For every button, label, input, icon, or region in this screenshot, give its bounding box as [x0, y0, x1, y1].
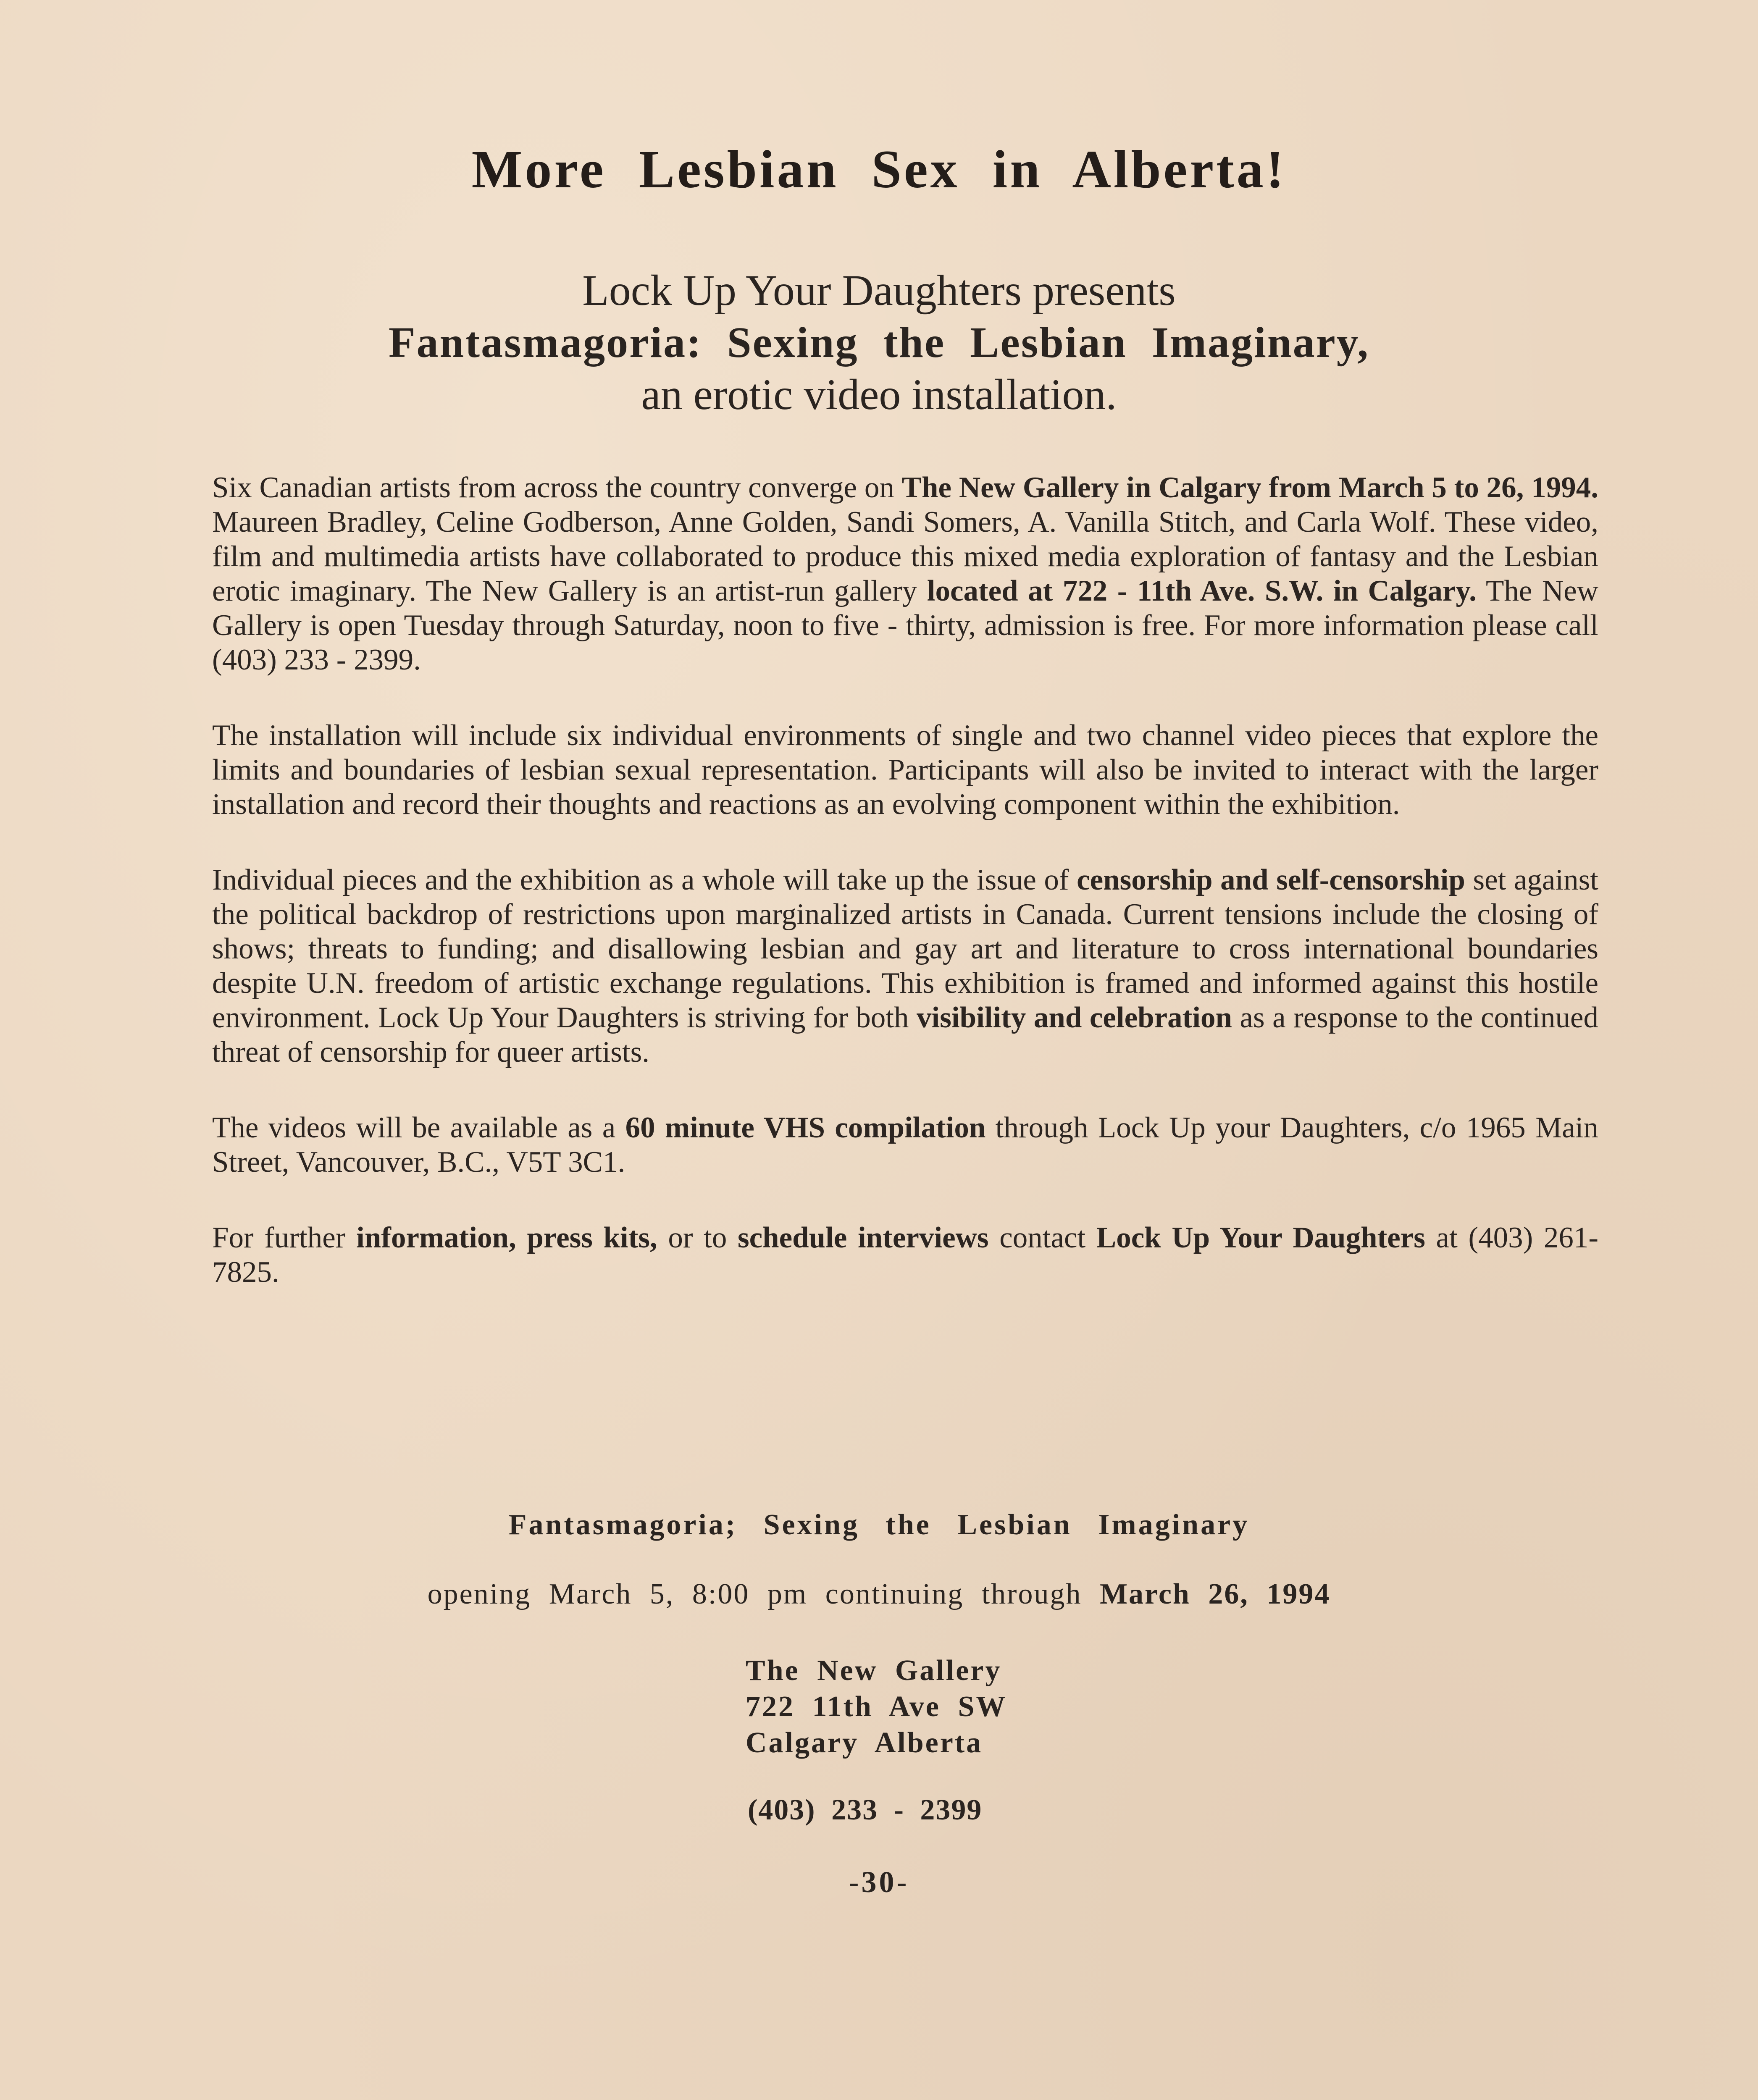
text-run: Maureen Bradley, Celine Godberson, Anne Golden, Sandi Somers, A. Vanilla Stitch, and Carla Wolf. These video, film and multimedia artists have collaborated to produce this mixed media exploration of fantasy and the Lesbian erotic imaginary. The New Gallery is an artist-run gallery — [212, 506, 1598, 607]
text-run-bold: March 26, 1994 — [1099, 1578, 1331, 1610]
text-run-bold: The New Gallery in Calgary from March 5 to 26, 1994. — [901, 471, 1598, 504]
body-text — [212, 470, 1598, 1331]
venue-name: The New Gallery — [746, 1654, 1002, 1687]
text-run-bold: censorship and self-censorship — [1077, 864, 1465, 896]
page-number: -30- — [849, 1865, 909, 1899]
text-run: opening March 5, 8:00 pm continuing through — [427, 1578, 1100, 1610]
presents-block — [0, 265, 1758, 421]
text-run-bold: visibility and celebration — [917, 1001, 1232, 1034]
show-descriptor: an erotic video installation. — [641, 370, 1117, 419]
text-run: The New Gallery is open Tuesday through Saturday, noon to five - thirty, admission is free. For more information please call (403) 233 - 2399. — [212, 575, 1598, 676]
text-run-bold: 60 minute VHS compilation — [625, 1111, 986, 1144]
text-run-bold: information, press kits, — [356, 1221, 657, 1254]
text-run: or to — [657, 1221, 738, 1254]
text-run: as a response to the continued threat of censorship for queer artists. — [212, 1001, 1598, 1068]
text-run: The videos will be available as a — [212, 1111, 625, 1144]
event-dates — [0, 1577, 1758, 1612]
text-run: Six Canadian artists from across the country converge on — [212, 471, 902, 504]
event-title: Fantasmagoria; Sexing the Lesbian Imaginary — [508, 1509, 1250, 1541]
text-run: contact — [988, 1221, 1096, 1254]
presenter-line: Lock Up Your Daughters presents — [582, 266, 1176, 315]
text-run-bold: located at 722 - 11th Ave. S.W. in Calgary. — [927, 575, 1477, 607]
text-run-bold: Lock Up Your Daughters — [1096, 1221, 1425, 1254]
venue-city: Calgary Alberta — [746, 1727, 983, 1759]
paragraph-censorship — [212, 863, 1598, 1069]
page-title: More Lesbian Sex in Alberta! — [471, 139, 1287, 199]
paragraph-installation: The installation will include six individual environments of single and two channel video pieces that explore the limits and boundaries of lesbian sexual representation. Participants will also be invited to interact with the larger installation and record their thoughts and reactions as an evolving component within the exhibition. — [212, 719, 1598, 821]
text-run: set against the political backdrop of restrictions upon marginalized artists in Canada. Current tensions include the closing of shows; threats to funding; and disallowing lesbian and gay art and literature to cross international boundaries despite U.N. freedom of artistic exchange regulations. This exhibition is framed and informed against this hostile environment. Lock Up Your Daughters is striving for both — [212, 864, 1598, 1034]
text-run: For further — [212, 1221, 357, 1254]
text-run: at (403) 261- 7825. — [212, 1221, 1599, 1289]
venue-street: 722 11th Ave SW — [746, 1690, 1007, 1723]
paragraph-contact — [212, 1221, 1598, 1289]
text-run-bold: schedule interviews — [738, 1221, 989, 1254]
show-title: Fantasmagoria: Sexing the Lesbian Imaginary, — [389, 318, 1369, 367]
paragraph-intro — [212, 470, 1598, 677]
text-run: Individual pieces and the exhibition as a whole will take up the issue of — [212, 864, 1077, 896]
text-run: through Lock Up your Daughters, c/o 1965 Main Street, Vancouver, B.C., V5T 3C1. — [212, 1111, 1598, 1179]
venue-phone: (403) 233 - 2399 — [748, 1794, 983, 1826]
paragraph-vhs — [212, 1110, 1598, 1179]
venue-address — [746, 1653, 1007, 1761]
